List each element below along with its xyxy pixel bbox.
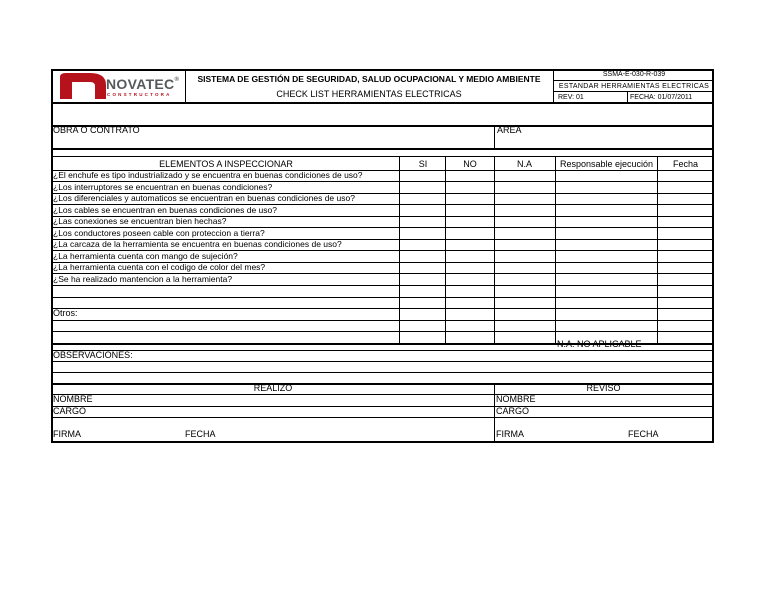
checklist-item: ¿El enchufe es tipo industrializado y se encuentra en buenas condiciones de uso? <box>53 170 363 180</box>
col-header-elementos: ELEMENTOS A INSPECCIONAR <box>159 159 293 169</box>
otros-label: Otros: <box>53 308 78 318</box>
col-header-si: SI <box>418 159 428 169</box>
realizo-label: REALIZO <box>253 383 293 393</box>
doc-date: FECHA: 01/07/2011 <box>630 94 693 101</box>
doc-standard: ESTANDAR HERRAMIENTAS ELECTRICAS <box>558 83 710 90</box>
obra-label: OBRA O CONTRATO <box>53 125 140 135</box>
logo-subtitle: CONSTRUCTORA <box>107 92 172 97</box>
cargo-label-right: CARGO <box>496 406 530 416</box>
checklist-item: ¿Los cables se encuentran en buenas condiciones de uso? <box>53 205 277 215</box>
checklist-item: ¿La carcaza de la herramienta se encuentra en buenas condiciones de uso? <box>53 239 342 249</box>
checklist-item: ¿Los interruptores se encuentran en buenas condiciones? <box>53 182 273 192</box>
checklist-item: ¿La herramienta cuenta con mango de sujeción? <box>53 251 238 261</box>
checklist-item: ¿Las conexiones se encuentran bien hechas? <box>53 216 227 226</box>
area-label: ÁREA <box>497 125 522 135</box>
logo-name: NOVATEC® <box>106 76 180 92</box>
system-title: SISTEMA DE GESTIÓN DE SEGURIDAD, SALUD OCUPACIONAL Y MEDIO AMBIENTE <box>197 74 541 84</box>
reviso-label: REVISO <box>586 383 621 393</box>
cargo-label-left: CARGO <box>53 406 87 416</box>
nombre-label-left: NOMBRE <box>53 394 93 404</box>
observaciones-label: OBSERVACIONES: <box>53 350 133 360</box>
col-header-fecha: Fecha <box>672 159 698 169</box>
na-note: N.A. NO APLICABLE <box>557 339 642 349</box>
checklist-item: ¿La herramienta cuenta con el codigo de color del mes? <box>53 262 266 272</box>
checklist-item: ¿Los conductores poseen cable con proteccion a tierra? <box>53 228 265 238</box>
form-title: CHECK LIST HERRAMIENTAS ELECTRICAS <box>276 89 462 99</box>
firma-label-left: FIRMA <box>53 429 81 439</box>
col-header-no: NO <box>463 159 477 169</box>
col-header-responsable: Responsable ejecución <box>559 159 654 169</box>
fecha-label-left: FECHA <box>185 429 216 439</box>
fecha-label-right: FECHA <box>628 429 659 439</box>
doc-code: SSMA-E-030-R-039 <box>602 71 666 78</box>
firma-label-right: FIRMA <box>496 429 524 439</box>
col-header-na: N.A <box>516 159 532 169</box>
checklist-item: ¿Los diferenciales y automaticos se encuentran en buenas condiciones de uso? <box>53 193 355 203</box>
nombre-label-right: NOMBRE <box>496 394 536 404</box>
doc-revision: REV: 01 <box>558 94 584 101</box>
checklist-item: ¿Se ha realizado mantencion a la herramienta? <box>53 274 233 284</box>
